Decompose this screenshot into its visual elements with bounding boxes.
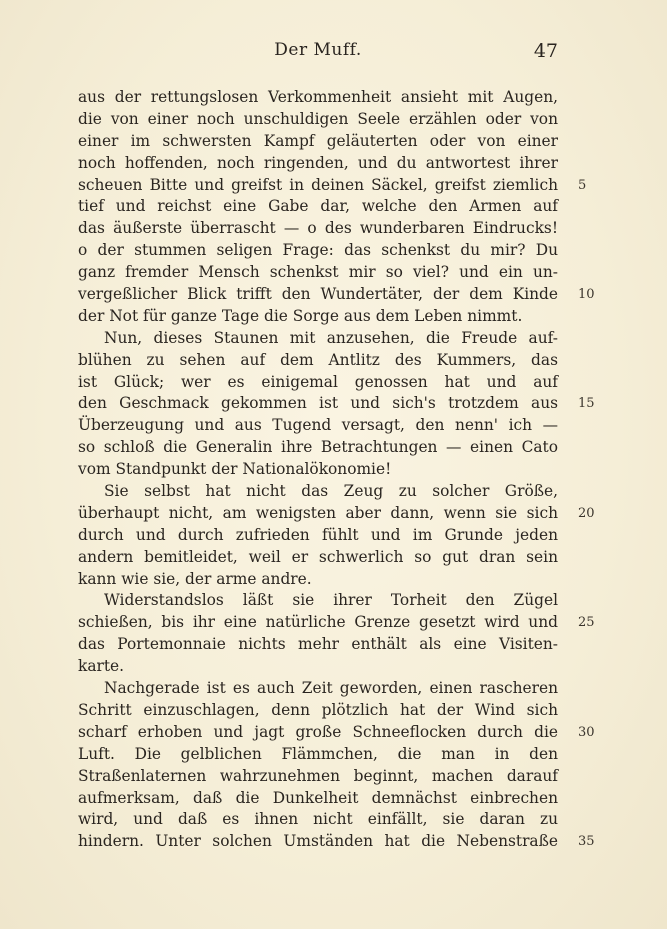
text-line [78, 306, 558, 328]
line-number: 25 [578, 615, 595, 631]
text-line [78, 372, 558, 394]
line-text: die von einer noch unschuldigen Seele erzählen oder von [78, 109, 558, 128]
line-text: Nachgerade ist es auch Zeit geworden, einen rascheren [104, 679, 558, 698]
line-number: 10 [578, 287, 595, 303]
line-text: scheuen Bitte und greifst in deinen Säckel, greifst ziemlich [78, 175, 558, 194]
text-line [78, 481, 558, 503]
line-text: das äußerste überrascht — o des wunderbaren Eindrucks! [78, 219, 558, 238]
text-line [78, 788, 558, 810]
text-line [78, 284, 595, 306]
line-text: noch hoffenden, noch ringenden, und du antwortest ihrer [78, 153, 558, 172]
text-line [78, 503, 595, 525]
text-line [78, 87, 558, 109]
page-header [78, 40, 558, 64]
line-text: überhaupt nicht, am wenigsten aber dann, wenn sie sich [78, 503, 558, 522]
text-line [78, 809, 558, 831]
line-text: aufmerksam, daß die Dunkelheit demnächst einbrechen [78, 788, 558, 807]
text-line [78, 525, 558, 547]
line-text: vergeßlicher Blick trifft den Wundertäter, der dem Kinde [78, 285, 558, 304]
line-text: so schloß die Generalin ihre Betrachtungen — einen Cato [78, 438, 558, 457]
text-line [78, 569, 558, 591]
line-text: karte. [78, 657, 125, 676]
text-line [78, 175, 587, 197]
line-text: scharf erhoben und jagt große Schneeflocken durch die [78, 722, 558, 741]
text-line [78, 612, 595, 634]
line-text: hindern. Unter solchen Umständen hat die Nebenstraße [78, 832, 558, 851]
text-line [78, 700, 558, 722]
text-line [78, 153, 558, 175]
line-number: 35 [578, 834, 595, 850]
line-text: Straßenlaternen wahrzunehmen beginnt, machen darauf [78, 766, 558, 785]
line-text: Sie selbst hat nicht das Zeug zu solcher Größe, [104, 482, 558, 501]
running-title: Der Muff. [274, 40, 362, 60]
line-text: Luft. Die gelblichen Flämmchen, die man in den [78, 744, 558, 763]
line-text: kann wie sie, der arme andre. [78, 569, 312, 588]
line-text: das Portemonnaie nichts mehr enthält als eine Visiten- [78, 635, 558, 654]
text-line [78, 262, 558, 284]
text-line [78, 109, 558, 131]
line-text: schießen, bis ihr eine natürliche Grenze gesetzt wird und [78, 613, 558, 632]
text-line [78, 590, 558, 612]
line-number: 5 [578, 177, 587, 193]
text-line [78, 131, 558, 153]
line-text: tief und reichst eine Gabe dar, welche den Armen auf [78, 197, 558, 216]
line-number: 30 [578, 724, 595, 740]
line-text: andern bemitleidet, weil er schwerlich so gut dran sein [78, 547, 558, 566]
page-number: 47 [533, 40, 558, 62]
text-line [78, 218, 558, 240]
line-text: ist Glück; wer es einigemal genossen hat und auf [78, 372, 558, 391]
line-text: Widerstandslos läßt sie ihrer Torheit den Zügel [104, 591, 558, 610]
text-line [78, 240, 558, 262]
line-number: 15 [578, 396, 595, 412]
text-line [78, 415, 558, 437]
line-text: Nun, dieses Staunen mit anzusehen, die Freude auf- [104, 328, 558, 347]
line-text: wird, und daß es ihnen nicht einfällt, sie daran zu [78, 810, 558, 829]
text-line [78, 722, 595, 744]
line-text: Schritt einzuschlagen, denn plötzlich hat der Wind sich [78, 700, 558, 719]
line-text: o der stummen seligen Frage: das schenkst du mir? Du [78, 241, 558, 260]
line-text: durch und durch zufrieden fühlt und im Grunde jeden [78, 525, 558, 544]
line-text: vom Standpunkt der Nationalökonomie! [78, 460, 392, 479]
text-line [78, 196, 558, 218]
line-text: einer im schwersten Kampf geläuterten oder von einer [78, 131, 558, 150]
text-line [78, 350, 558, 372]
text-line [78, 744, 558, 766]
text-line [78, 656, 558, 678]
text-line [78, 766, 558, 788]
line-text: blühen zu sehen auf dem Antlitz des Kummers, das [78, 350, 558, 369]
body-text [78, 87, 595, 853]
line-text: ganz fremder Mensch schenkst mir so viel? und ein un- [78, 263, 558, 282]
line-text: der Not für ganze Tage die Sorge aus dem Leben nimmt. [78, 306, 523, 325]
text-line [78, 328, 558, 350]
line-number: 20 [578, 505, 595, 521]
text-line [78, 547, 558, 569]
text-line [78, 459, 558, 481]
text-line [78, 678, 558, 700]
line-text: den Geschmack gekommen ist und sich's trotzdem aus [78, 394, 558, 413]
text-line [78, 393, 595, 415]
line-text: Überzeugung und aus Tugend versagt, den nenn' ich — [78, 416, 558, 435]
text-line [78, 634, 558, 656]
text-line [78, 437, 558, 459]
text-line [78, 831, 595, 853]
line-text: aus der rettungslosen Verkommenheit ansieht mit Augen, [78, 88, 558, 106]
